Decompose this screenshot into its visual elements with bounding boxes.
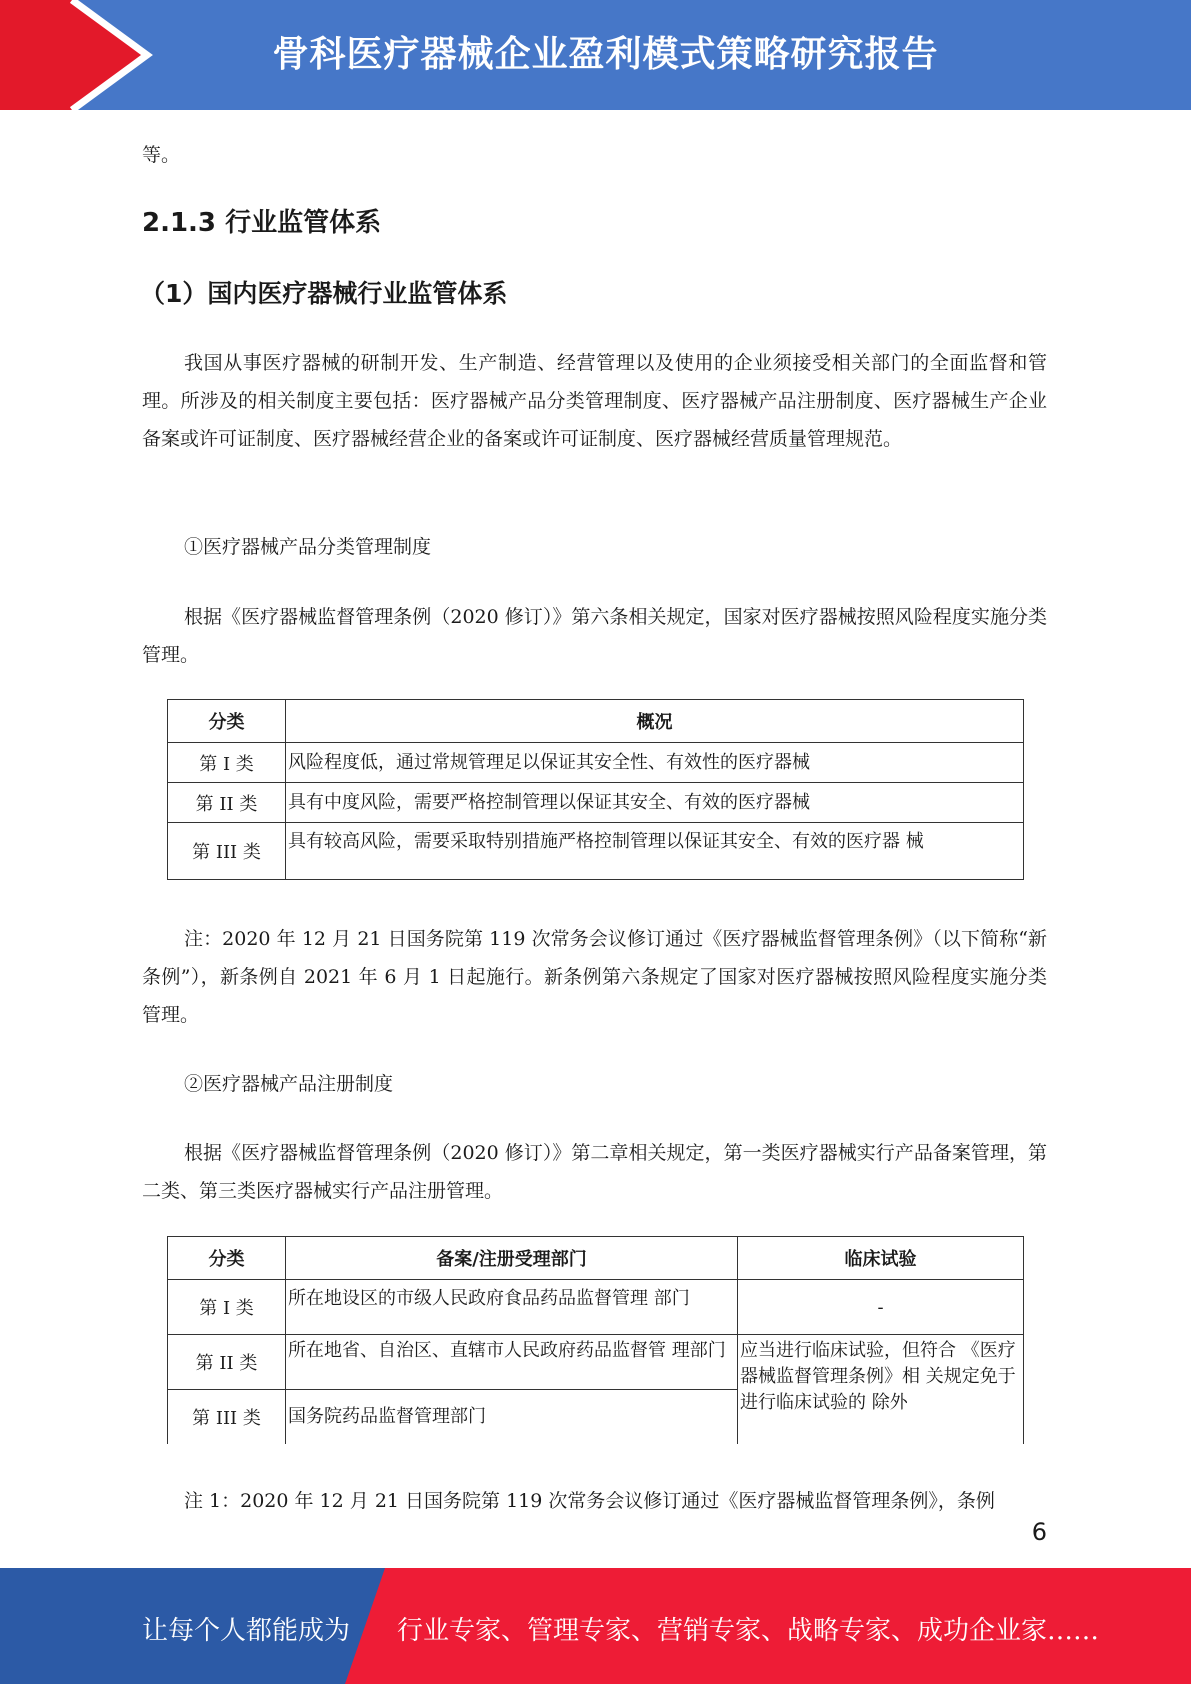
paragraph-intro: 我国从事医疗器械的研制开发、生产制造、经营管理以及使用的企业须接受相关部门的全面监督和管理。所涉及的相关制度主要包括：医疗器械产品分类管理制度、医疗器械产品注册制度、医疗器械生产企业备案或许可证制度、医疗器械经营企业的备案或许可证制度、医疗器械经营质量管理规范。 xyxy=(142,352,1047,450)
page-footer xyxy=(0,1568,1191,1684)
table-row xyxy=(168,743,1024,783)
table-header-cell: 临床试验 xyxy=(738,1237,1024,1280)
classification-table xyxy=(167,699,1024,880)
category-cell: 第 I 类 xyxy=(168,743,286,783)
item-heading-2: ②医疗器械产品注册制度 xyxy=(184,1073,394,1095)
note-2: 注 1：2020 年 12 月 21 日国务院第 119 次常务会议修订通过《医疗器械监督管理条例》，条例 xyxy=(184,1490,995,1512)
table-row xyxy=(168,1335,1024,1390)
paragraph-item-2: 根据《医疗器械监督管理条例（2020 修订）》第二章相关规定，第一类医疗器械实行产品备案管理，第二类、第三类医疗器械实行产品注册管理。 xyxy=(142,1142,1047,1202)
report-title: 骨科医疗器械企业盈利模式策略研究报告 xyxy=(272,34,939,75)
page-number: 6 xyxy=(1031,1518,1047,1546)
category-cell: 第 III 类 xyxy=(168,1390,286,1444)
description-cell: 具有较高风险，需要采取特别措施严格控制管理以保证其安全、有效的医疗器 械 xyxy=(286,823,1024,880)
department-cell: 国务院药品监督管理部门 xyxy=(286,1390,738,1444)
table-header-cell: 概况 xyxy=(286,700,1024,743)
category-cell: 第 III 类 xyxy=(168,823,286,880)
registration-table xyxy=(167,1236,1024,1444)
description-cell: 风险程度低，通过常规管理足以保证其安全性、有效性的医疗器械 xyxy=(286,743,1024,783)
description-cell: 具有中度风险，需要严格控制管理以保证其安全、有效的医疗器械 xyxy=(286,783,1024,823)
category-cell: 第 I 类 xyxy=(168,1280,286,1335)
paragraph-tail: 等。 xyxy=(142,144,181,166)
table-header-cell: 分类 xyxy=(168,700,286,743)
clinical-trial-cell: - xyxy=(738,1280,1024,1335)
clinical-trial-merged-cell: 应当进行临床试验，但符合 《医疗器械监督管理条例》相 关规定免于进行临床试验的 除外 xyxy=(738,1335,1024,1444)
paragraph-item-1: 根据《医疗器械监督管理条例（2020 修订）》第六条相关规定，国家对医疗器械按照风险程度实施分类管理。 xyxy=(142,606,1047,666)
item-heading-1: ①医疗器械产品分类管理制度 xyxy=(184,536,432,558)
footer-slogan-left: 让每个人都能成为 xyxy=(142,1616,351,1646)
department-cell: 所在地设区的市级人民政府食品药品监督管理 部门 xyxy=(286,1280,738,1335)
category-cell: 第 II 类 xyxy=(168,783,286,823)
note-1: 注：2020 年 12 月 21 日国务院第 119 次常务会议修订通过《医疗器械监督管理条例》（以下简称“新条例”），新条例自 2021 年 6 月 1 日起施行。新条例第六条规定了国家对医疗器械按照风险程度实施分类管理。 xyxy=(142,928,1047,1026)
page-header xyxy=(0,0,1191,110)
footer-slogan-right: 行业专家、管理专家、营销专家、战略专家、成功企业家…… xyxy=(397,1616,1100,1646)
table-row xyxy=(168,1280,1024,1335)
department-cell: 所在地省、自治区、直辖市人民政府药品监督管 理部门 xyxy=(286,1335,738,1390)
subsection-heading-1: （1）国内医疗器械行业监管体系 xyxy=(140,279,508,308)
table-row xyxy=(168,823,1024,880)
table-header-cell: 备案/注册受理部门 xyxy=(286,1237,738,1280)
table-header-row xyxy=(168,700,1024,743)
table-header-row xyxy=(168,1237,1024,1280)
category-cell: 第 II 类 xyxy=(168,1335,286,1390)
section-heading-2-1-3: 2.1.3 行业监管体系 xyxy=(142,208,382,238)
table-row xyxy=(168,783,1024,823)
table-header-cell: 分类 xyxy=(168,1237,286,1280)
